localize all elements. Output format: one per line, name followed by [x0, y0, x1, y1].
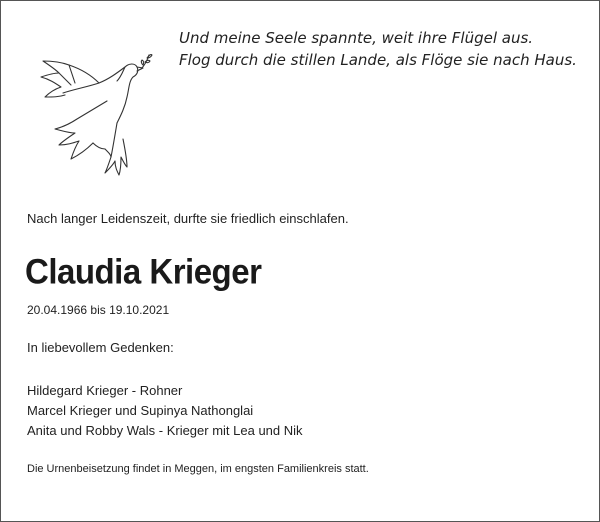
intro-text: Nach langer Leidenszeit, durfte sie friedlich einschlafen. — [27, 211, 349, 226]
mourners-list — [27, 381, 303, 441]
memorial-poem — [179, 27, 577, 71]
mourner-name: Hildegard Krieger - Rohner — [27, 383, 183, 398]
mourning-label: In liebevollem Gedenken: — [27, 340, 174, 355]
dove-icon — [25, 49, 157, 181]
poem-line: Flog durch die stillen Lande, als Flöge sie nach Haus. — [179, 51, 577, 69]
deceased-name: Claudia Krieger — [25, 251, 262, 291]
mourner-name: Marcel Krieger und Supinya Nathonglai — [27, 403, 254, 418]
poem-line: Und meine Seele spannte, weit ihre Flügel aus. — [179, 29, 534, 47]
life-dates: 20.04.1966 bis 19.10.2021 — [27, 303, 170, 317]
burial-note: Die Urnenbeisetzung findet in Meggen, im engsten Familienkreis statt. — [27, 463, 369, 475]
mourner-name: Anita und Robby Wals - Krieger mit Lea und Nik — [27, 423, 303, 438]
